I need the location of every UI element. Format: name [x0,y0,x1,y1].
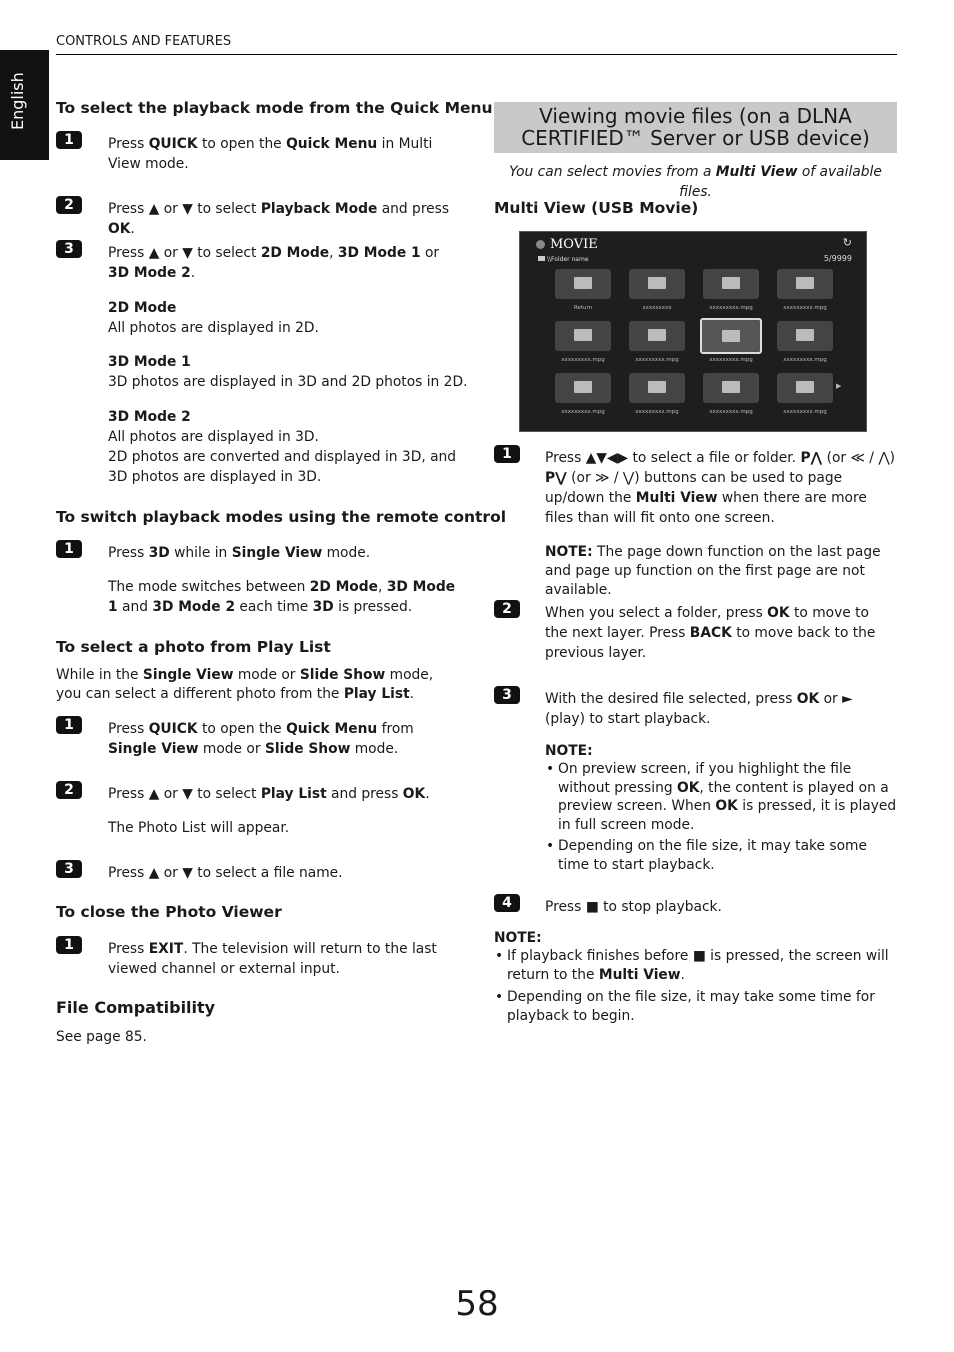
language-tab [0,50,49,160]
step-number: 2 [494,600,520,618]
tile-folder[interactable] [629,269,685,299]
heading-close-viewer: To close the Photo Viewer [56,903,282,921]
tile-file[interactable] [555,321,611,351]
tile-file[interactable] [777,269,833,299]
mode-3d-1: 3D Mode 1 3D photos are displayed in 3D and 2D photos in 2D. [108,354,468,390]
tile-label: Return [573,305,593,311]
step-number: 4 [494,894,520,912]
movie-file-icon [796,381,814,393]
multi-view-screen [519,231,867,432]
movie-step-4: Press ■ to stop playback. [545,899,722,915]
tile-label: xxxxxxxxx.mpg [783,409,827,415]
step-number: 2 [56,781,82,799]
section-header: CONTROLS AND FEATURES [56,34,232,49]
multi-view-intro: You can select movies from a Multi View of available files. [509,164,882,200]
movie-file-icon [574,329,592,341]
final-note-2: • Depending on the file size, it may take some time for playback to begin. [507,988,897,1025]
final-note-1: • If playback finishes before ■ is pressed, the screen will return to the Multi View. [507,947,897,984]
movie-file-icon [574,381,592,393]
heading-multi-view: Multi View (USB Movie) [494,199,699,217]
switch-step-1-detail: The mode switches between 2D Mode, 3D Mode 1 and 3D Mode 2 each time 3D is pressed. [108,579,456,615]
tile-file[interactable] [703,269,759,299]
mode-2d: 2D Mode All photos are displayed in 2D. [108,300,319,336]
tile-label: xxxxxxxxx.mpg [783,305,827,311]
language-label: English [8,72,27,130]
tile-label: xxxxxxxxx.mpg [635,409,679,415]
heading-play-list: To select a photo from Play List [56,638,331,656]
tile-file[interactable] [777,373,833,403]
tile-label: xxxxxxxxx.mpg [561,409,605,415]
next-page-arrow-icon[interactable]: ▶ [836,382,842,390]
play-list-step-2: Press ▲ or ▼ to select Play List and press OK. [108,786,430,802]
tile-label: xxxxxxxxx.mpg [561,357,605,363]
folder-path: \\Folder name [538,256,589,263]
heading-switch-modes: To switch playback modes using the remote control [56,508,507,526]
header-rule [56,54,897,55]
return-folder-icon [574,277,592,289]
tile-file[interactable] [703,373,759,403]
play-list-intro: While in the Single View mode or Slide Show mode, you can select a different photo from the Play List. [56,667,434,702]
step-number: 3 [56,860,82,878]
play-list-step-2-detail: The Photo List will appear. [108,820,290,836]
movie-step-2: When you select a folder, press OK to move to the next layer. Press BACK to move back to the previous layer. [545,605,876,661]
movie-file-icon [796,329,814,341]
section-banner: Viewing movie files (on a DLNA CERTIFIED™ Server or USB device) [494,102,897,153]
movie-step-1: Press ▲▼◀▶ to select a file or folder. P⋀ (or ≪ / ⋀) P⋁ (or ≫ / ⋁) buttons can be used to page up/down the Multi View when there are more files than will fit onto one screen. [545,450,896,526]
tile-return[interactable] [555,269,611,299]
quick-step-3: Press ▲ or ▼ to select 2D Mode, 3D Mode 1 or 3D Mode 2. [108,245,440,281]
tile-label: xxxxxxxxx.mpg [709,305,753,311]
tile-file-selected[interactable] [700,318,762,354]
compatibility-reference: See page 85. [56,1029,147,1045]
movie-file-icon [722,381,740,393]
quick-step-1: Press QUICK to open the Quick Menu in Multi View mode. [108,136,433,172]
movie-file-icon [796,277,814,289]
refresh-icon: ↻ [842,236,852,249]
folder-icon [648,277,666,289]
step-number: 1 [494,445,520,463]
tile-label: xxxxxxxxx [642,305,672,311]
play-list-step-3: Press ▲ or ▼ to select a file name. [108,865,343,881]
quick-step-2: Press ▲ or ▼ to select Playback Mode and press OK. [108,201,450,237]
screen-title: MOVIE [550,237,598,252]
play-list-step-1: Press QUICK to open the Quick Menu from Single View mode or Slide Show mode. [108,721,414,757]
step-number: 1 [56,716,82,734]
file-count: 5/9999 [823,254,852,263]
tile-file[interactable] [555,373,611,403]
movie-file-icon [722,277,740,289]
step-number: 1 [56,540,82,558]
movie-step-3-note-label: NOTE: [545,743,593,759]
step-number: 2 [56,196,82,214]
movie-icon [536,240,545,249]
tile-label: xxxxxxxxx.mpg [709,357,753,363]
tile-label: xxxxxxxxx.mpg [783,357,827,363]
step-number: 3 [494,686,520,704]
step-number: 3 [56,240,82,258]
movie-file-icon [648,381,666,393]
step-number: 1 [56,936,82,954]
switch-step-1: Press 3D while in Single View mode. [108,545,371,561]
movie-step-3: With the desired file selected, press OK or ► (play) to start playback. [545,691,853,727]
final-note-label: NOTE: [494,930,542,946]
heading-quick-menu: To select the playback mode from the Quick Menu [56,99,493,117]
heading-file-compatibility: File Compatibility [56,998,216,1017]
movie-step-1-note: NOTE: The page down function on the last page and page up function on the first page are not available. [545,544,881,598]
movie-file-icon [648,329,666,341]
tile-file[interactable] [777,321,833,351]
page-number: 58 [455,1284,499,1324]
step-number: 1 [56,131,82,149]
tile-label: xxxxxxxxx.mpg [635,357,679,363]
folder-icon [538,256,545,261]
movie-step-3-note-1: • On preview screen, if you highlight the file without pressing OK, the content is played on a preview screen. When OK is pressed, it is played in full screen mode. [558,760,897,834]
tile-file[interactable] [629,373,685,403]
movie-file-icon [722,330,740,342]
movie-step-3-note-2: • Depending on the file size, it may take some time to start playback. [558,837,897,874]
tile-label: xxxxxxxxx.mpg [709,409,753,415]
close-step-1: Press EXIT. The television will return to the last viewed channel or external input. [108,941,437,977]
mode-3d-2: 3D Mode 2 All photos are displayed in 3D. 2D photos are converted and displayed in 3D, and 3D photos are displayed in 3D. [108,409,457,485]
tile-file[interactable] [629,321,685,351]
